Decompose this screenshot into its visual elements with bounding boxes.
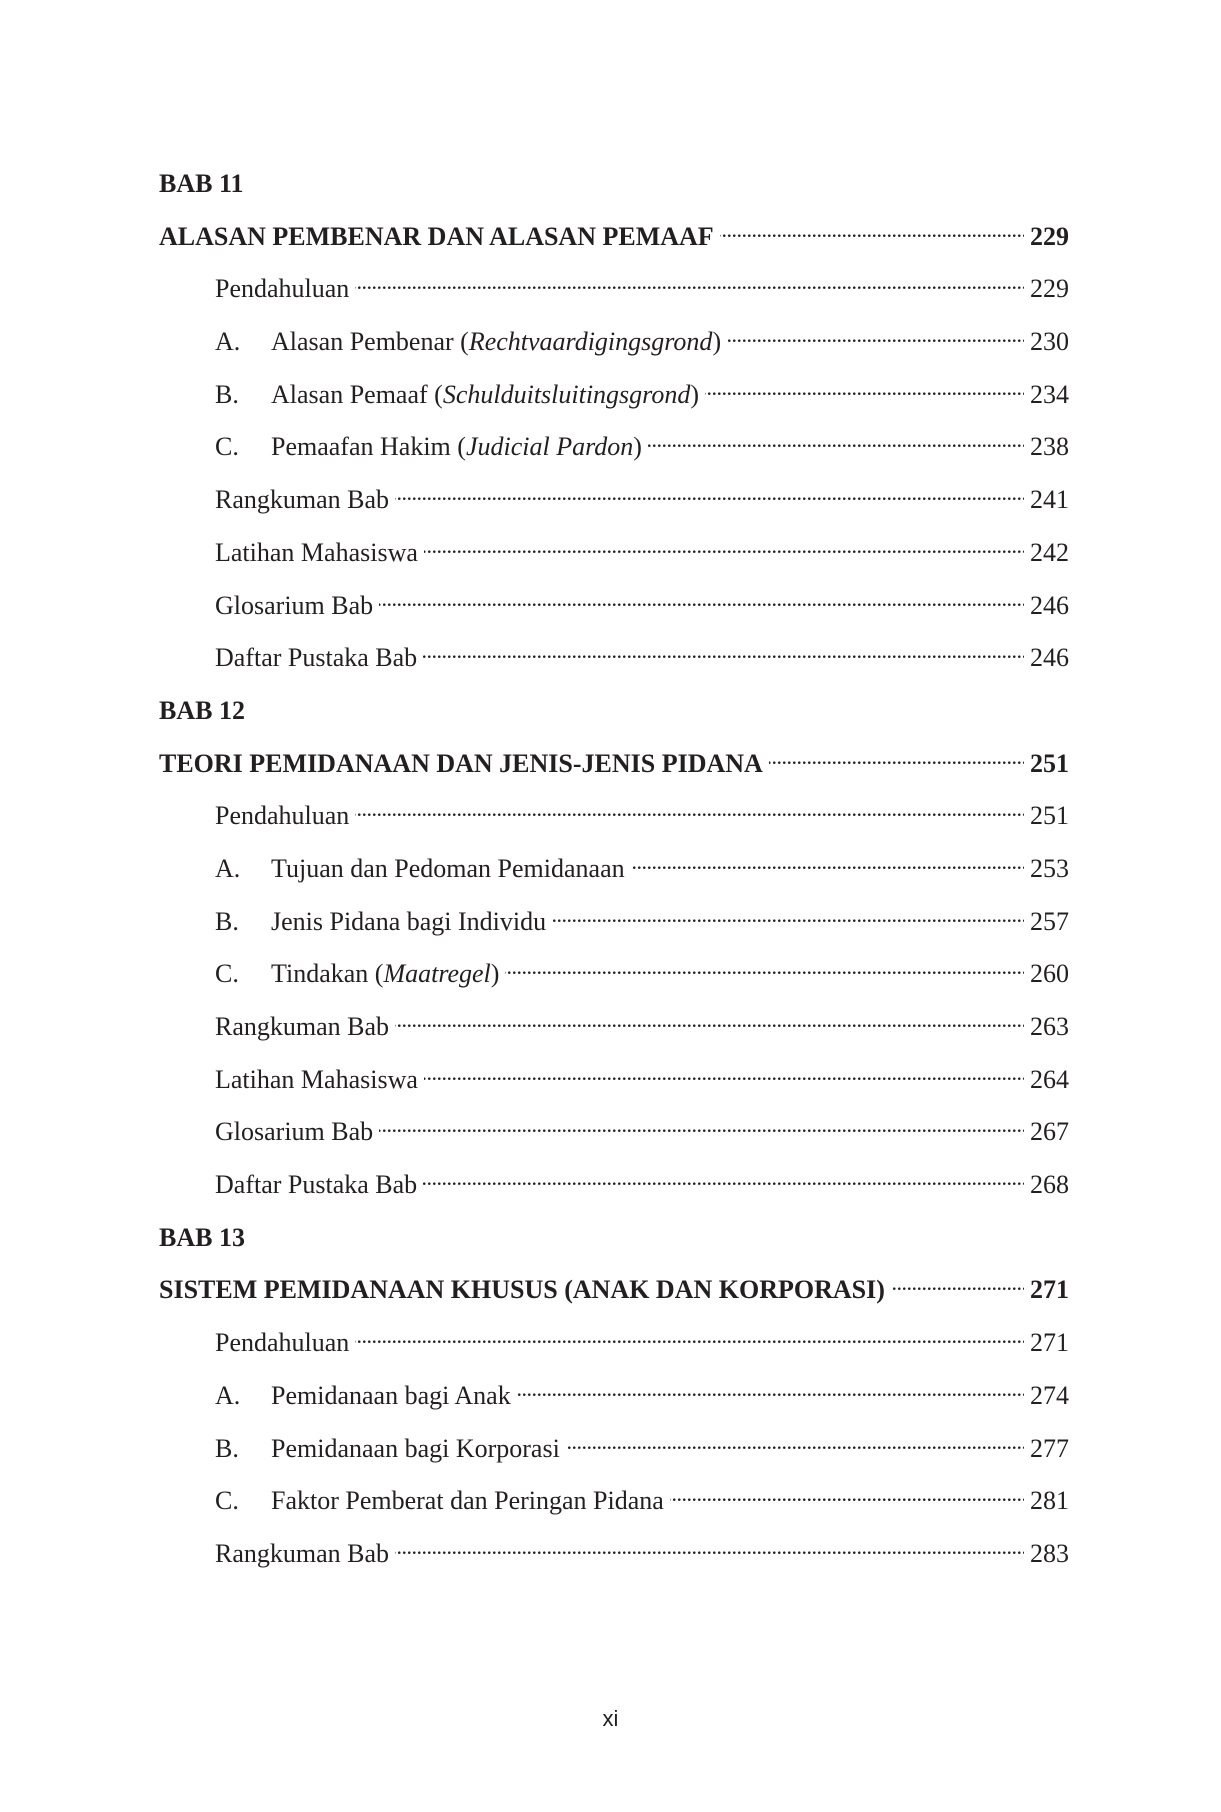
page-ref: 229	[1030, 274, 1069, 304]
entry-italic-term: Schulduitsluitingsgrond	[442, 379, 691, 409]
entry-letter: A.	[215, 327, 241, 357]
dot-leader	[395, 1009, 1024, 1035]
dot-leader	[505, 956, 1024, 982]
dot-leader	[395, 482, 1024, 508]
entry-letter: A.	[215, 1380, 241, 1410]
page-ref: 257	[1030, 906, 1069, 936]
entry-label	[215, 1001, 389, 1054]
page-ref: 267	[1030, 1117, 1069, 1147]
entry-text: Alasan Pemaaf (	[271, 379, 443, 409]
dot-leader	[424, 1062, 1024, 1088]
toc-entry[interactable]	[159, 1317, 1069, 1370]
entry-label	[215, 316, 721, 369]
table-of-contents	[159, 158, 1069, 1581]
chapter-title: SISTEM PEMIDANAAN KHUSUS (ANAK DAN KORPORASI)	[159, 1275, 885, 1305]
entry-label	[215, 527, 418, 580]
page-ref: 253	[1030, 853, 1069, 883]
page-ref: 260	[1030, 959, 1069, 989]
toc-entry[interactable]	[159, 1528, 1069, 1581]
toc-entry[interactable]	[159, 1001, 1069, 1054]
dot-leader	[517, 1378, 1024, 1404]
toc-entry-chapter[interactable]	[159, 211, 1069, 264]
dot-leader	[727, 324, 1024, 350]
page-ref: 246	[1030, 643, 1069, 673]
page-ref: 271	[1030, 1328, 1069, 1358]
entry-text: Rangkuman Bab	[215, 1012, 390, 1041]
dot-leader	[379, 588, 1024, 614]
entry-label	[215, 263, 349, 316]
toc-entry[interactable]	[159, 369, 1069, 422]
toc-entry[interactable]	[159, 632, 1069, 685]
toc-entry[interactable]	[159, 1370, 1069, 1423]
entry-text: Pendahuluan	[215, 274, 350, 304]
dot-leader	[379, 1114, 1024, 1140]
entry-label	[215, 1423, 560, 1476]
entry-letter: A.	[215, 853, 241, 883]
toc-entry[interactable]	[159, 1054, 1069, 1107]
page-ref: 251	[1030, 801, 1069, 831]
page-number: xi	[602, 1706, 619, 1731]
entry-text: Rangkuman Bab	[215, 1538, 390, 1568]
chapter-title: TEORI PEMIDANAAN DAN JENIS-JENIS PIDANA	[159, 748, 763, 778]
entry-label	[215, 1528, 389, 1581]
page-ref: 263	[1030, 1012, 1069, 1041]
entry-text: Alasan Pembenar (	[271, 327, 469, 357]
entry-label	[215, 1054, 418, 1107]
dot-leader	[705, 377, 1024, 403]
entry-label	[215, 632, 417, 685]
entry-label	[215, 1370, 511, 1423]
toc-entry[interactable]	[159, 580, 1069, 633]
entry-close: )	[712, 327, 722, 357]
entry-label	[215, 790, 349, 843]
entry-text: Pemaafan Hakim (	[271, 432, 466, 462]
toc-entry[interactable]	[159, 263, 1069, 316]
dot-leader	[648, 429, 1024, 455]
dot-leader	[355, 1325, 1024, 1351]
entry-italic-term: Maatregel	[383, 959, 491, 989]
toc-entry[interactable]	[159, 527, 1069, 580]
page-ref: 229	[1030, 221, 1069, 251]
entry-text: Faktor Pemberat dan Peringan Pidana	[271, 1486, 664, 1516]
entry-text: Rangkuman Bab	[215, 485, 390, 515]
entry-text: Pemidanaan bagi Anak	[271, 1380, 511, 1410]
dot-leader	[355, 798, 1024, 824]
entry-letter: C.	[215, 1486, 239, 1516]
dot-leader	[355, 271, 1024, 297]
toc-entry[interactable]	[159, 421, 1069, 474]
entry-text: Tujuan dan Pedoman Pemidanaan	[271, 853, 625, 883]
entry-letter: B.	[215, 906, 239, 936]
page-ref: 268	[1030, 1170, 1069, 1200]
entry-label	[215, 421, 642, 474]
entry-label	[215, 948, 499, 1001]
entry-label	[215, 843, 625, 896]
entry-letter: C.	[215, 432, 239, 462]
toc-entry[interactable]	[159, 896, 1069, 949]
toc-entry[interactable]	[159, 790, 1069, 843]
chapter-number: BAB 13	[159, 1222, 245, 1252]
entry-label	[215, 1106, 373, 1159]
entry-text: Jenis Pidana bagi Individu	[271, 906, 547, 936]
page-ref: 264	[1030, 1064, 1069, 1094]
entry-letter: B.	[215, 379, 239, 409]
toc-entry[interactable]	[159, 948, 1069, 1001]
dot-leader	[423, 640, 1024, 666]
page-ref: 283	[1030, 1538, 1069, 1568]
entry-text: Pendahuluan	[215, 801, 350, 831]
entry-label	[215, 474, 389, 527]
page-ref: 238	[1030, 432, 1069, 462]
chapter-number: BAB 12	[159, 695, 245, 725]
toc-entry[interactable]	[159, 474, 1069, 527]
entry-label	[215, 896, 546, 949]
entry-text: Glosarium Bab	[215, 590, 374, 620]
entry-label	[215, 1317, 349, 1370]
toc-entry[interactable]	[159, 1423, 1069, 1476]
entry-close: )	[633, 432, 642, 462]
entry-label	[215, 369, 699, 422]
entry-label	[215, 580, 373, 633]
toc-entry[interactable]	[159, 843, 1069, 896]
entry-text: Pendahuluan	[215, 1328, 350, 1358]
dot-leader	[552, 904, 1024, 930]
page-ref: 281	[1030, 1486, 1069, 1516]
page-ref: 246	[1030, 590, 1069, 620]
toc-entry[interactable]	[159, 316, 1069, 369]
entry-close: )	[690, 379, 699, 409]
dot-leader	[720, 219, 1024, 245]
page-ref: 251	[1030, 748, 1069, 778]
toc-entry-chapter[interactable]	[159, 738, 1069, 791]
entry-text: Daftar Pustaka Bab	[215, 643, 418, 673]
entry-text: Tindakan (	[271, 959, 384, 989]
chapter-title: ALASAN PEMBENAR DAN ALASAN PEMAAF	[159, 221, 714, 251]
dot-leader	[566, 1431, 1024, 1457]
entry-text: Pemidanaan bagi Korporasi	[271, 1433, 560, 1463]
entry-letter: C.	[215, 959, 239, 989]
entry-label	[215, 1475, 664, 1528]
page-ref: 234	[1030, 379, 1069, 409]
page-ref: 241	[1030, 485, 1069, 515]
page-ref: 274	[1030, 1380, 1069, 1410]
dot-leader	[891, 1272, 1024, 1298]
toc-entry[interactable]	[159, 1475, 1069, 1528]
page-ref: 242	[1030, 537, 1069, 567]
entry-italic-term: Judicial Pardon	[465, 432, 634, 462]
dot-leader	[631, 851, 1024, 877]
dot-leader	[769, 746, 1024, 772]
entry-close: )	[490, 959, 500, 989]
toc-entry-chapter[interactable]	[159, 1264, 1069, 1317]
dot-leader	[424, 535, 1024, 561]
entry-text: Latihan Mahasiswa	[215, 1064, 418, 1094]
chapter-number: BAB 11	[159, 169, 244, 198]
page-ref: 230	[1030, 327, 1069, 357]
page-ref: 271	[1030, 1275, 1069, 1305]
page-ref: 277	[1030, 1433, 1069, 1463]
entry-text: Daftar Pustaka Bab	[215, 1170, 418, 1200]
entry-italic-term: Rechtvaardigingsgrond	[468, 327, 713, 357]
dot-leader	[423, 1167, 1024, 1193]
entry-letter: B.	[215, 1433, 239, 1463]
entry-text: Glosarium Bab	[215, 1117, 374, 1147]
dot-leader	[670, 1483, 1024, 1509]
entry-label	[215, 1159, 417, 1212]
toc-entry[interactable]	[159, 1159, 1069, 1212]
toc-entry[interactable]	[159, 1106, 1069, 1159]
entry-text: Latihan Mahasiswa	[215, 537, 418, 567]
dot-leader	[395, 1536, 1024, 1562]
